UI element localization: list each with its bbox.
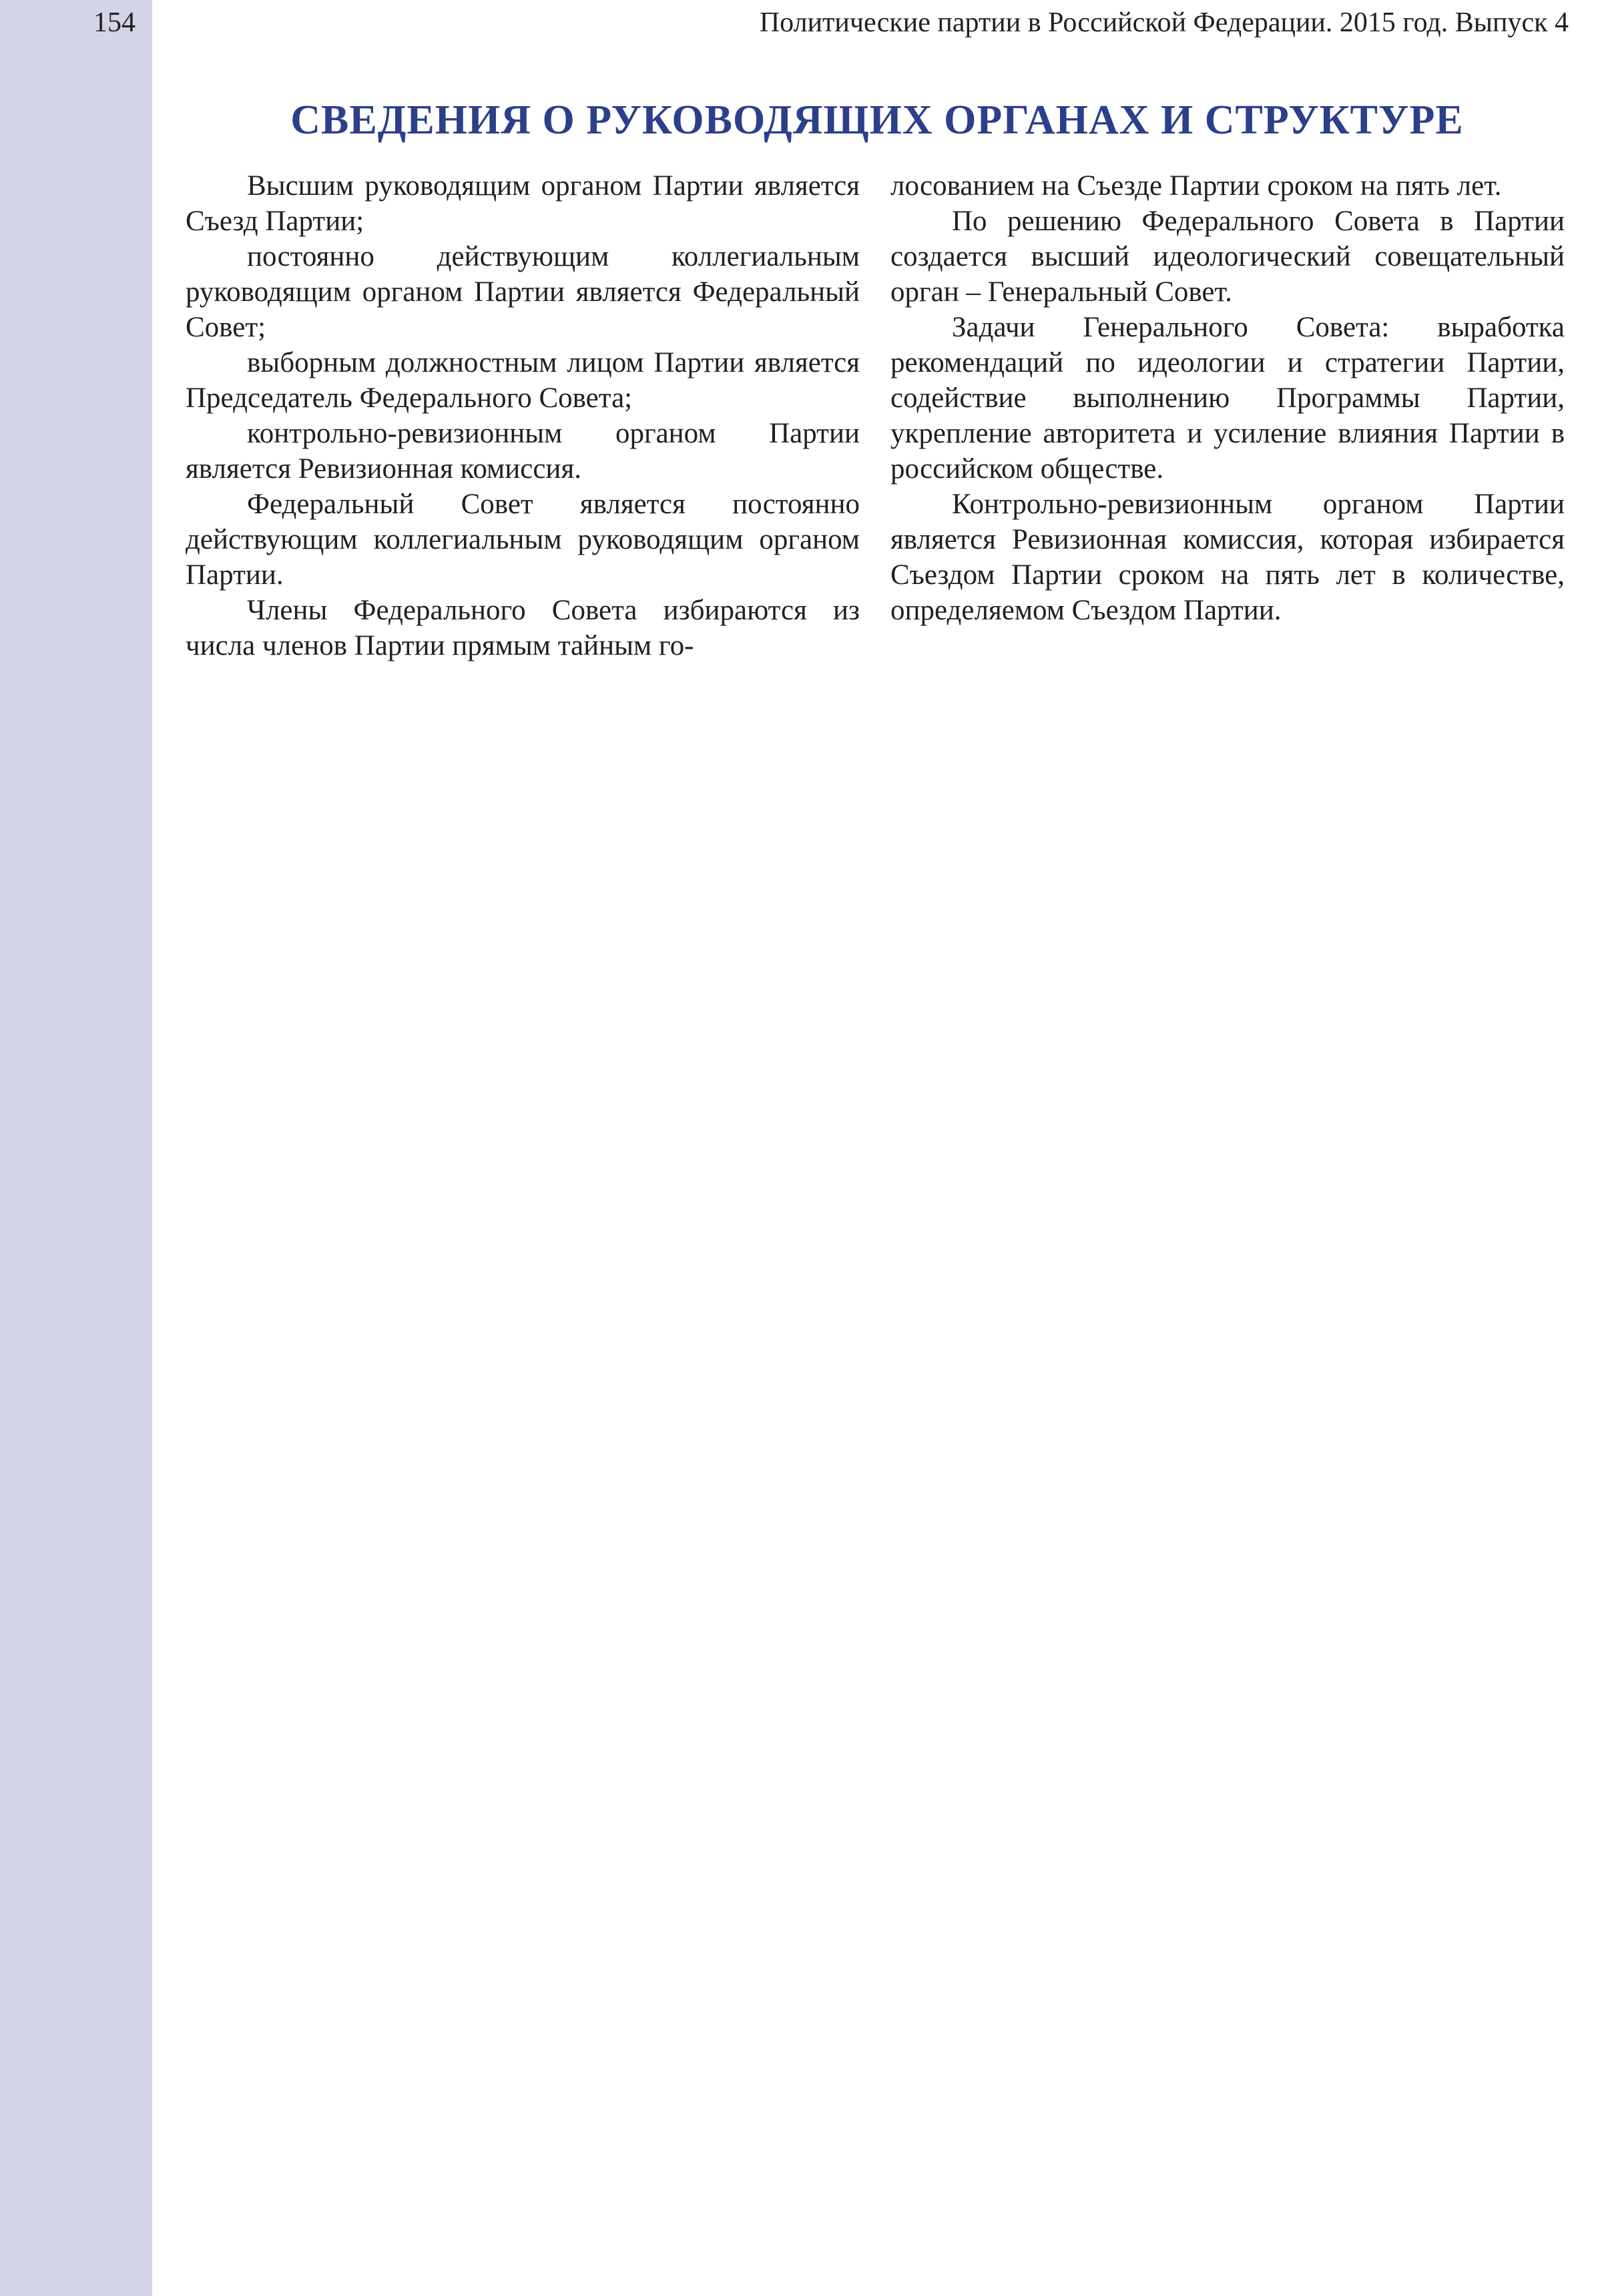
page-number: 154 <box>93 7 136 38</box>
text-column-left <box>186 168 860 663</box>
paragraph: Контрольно-ревизионным органом Партии является Ревизионная комиссия, которая избирается Съездом Партии сроком на пять лет в количестве, определяемом Съездом Партии. <box>890 489 1565 626</box>
text-column-right <box>890 168 1565 628</box>
paragraph: Федеральный Совет является постоянно действующим коллегиальным руководящим органом Партии. <box>186 489 860 591</box>
paragraph: Члены Федерального Совета избираются из числа членов Партии прямым тайным го- <box>186 595 860 661</box>
paragraph: выборным должностным лицом Партии является Председатель Федерального Совета; <box>186 347 860 414</box>
section-title: СВЕДЕНИЯ О РУКОВОДЯЩИХ ОРГАНАХ И СТРУКТУРЕ <box>290 97 1464 143</box>
paragraph-continued: лосованием на Съезде Партии сроком на пять лет. <box>890 170 1502 202</box>
running-header: Политические партии в Российской Федерации. 2015 год. Выпуск 4 <box>759 7 1569 38</box>
paragraph: По решению Федерального Совета в Партии создается высший идеологический совещательный орган – Генеральный Совет. <box>890 206 1565 308</box>
paragraph: постоянно действующим коллегиальным руководящим органом Партии является Федеральный Совет; <box>186 241 860 343</box>
paragraph: Высшим руководящим органом Партии является Съезд Партии; <box>186 170 860 237</box>
paragraph: Задачи Генерального Совета: выработка рекомендаций по идеологии и стратегии Партии, содействие выполнению Программы Партии, укрепление авторитета и усиление влияния Партии в российском обществе. <box>890 312 1565 485</box>
paragraph: контрольно-ревизионным органом Партии является Ревизионная комиссия. <box>186 418 860 485</box>
side-color-band <box>0 0 152 2296</box>
